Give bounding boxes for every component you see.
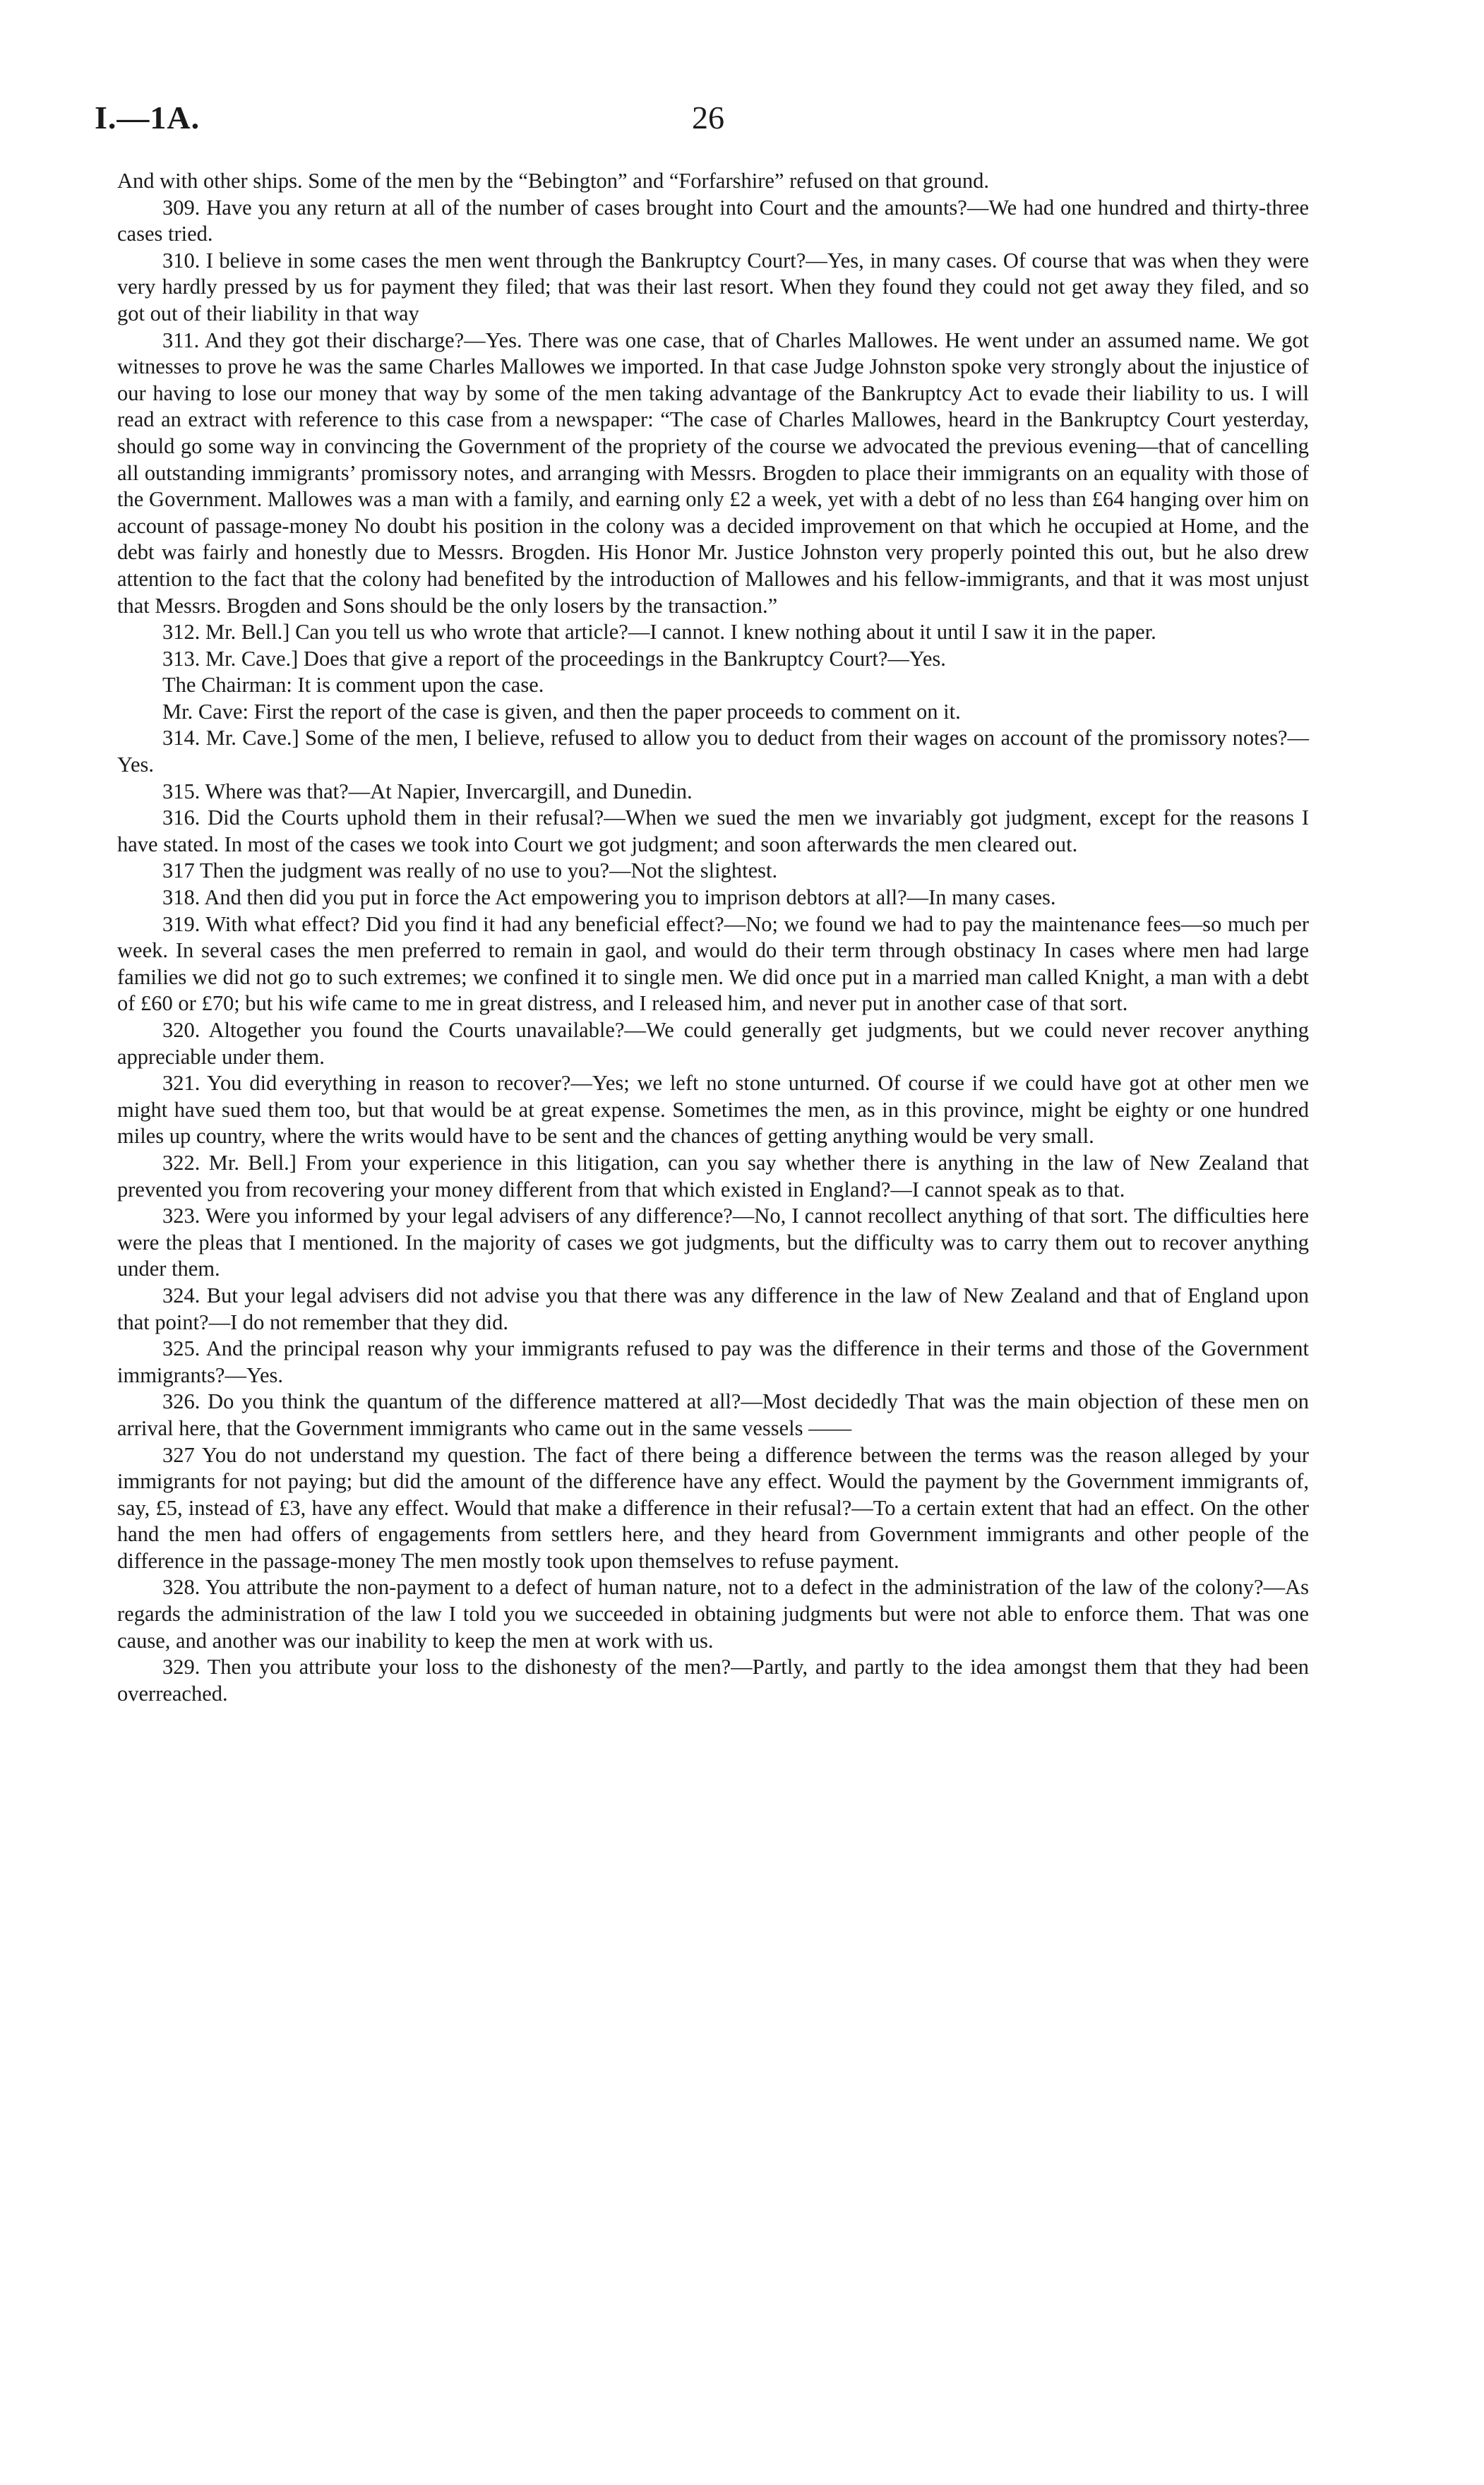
paragraph-q320: 320. Altogether you found the Courts unavailable?—We could generally get judgments, but we could never recover anything appreciable under them.: [117, 1018, 1309, 1069]
paragraph-q312: 312. Mr. Bell.] Can you tell us who wrote that article?—I cannot. I knew nothing about it until I saw it in the paper.: [162, 620, 1156, 645]
paragraph-continuation: And with other ships. Some of the men by the “Bebington” and “Forfarshire” refused on that ground.: [117, 169, 989, 193]
paragraph-q314: 314. Mr. Cave.] Some of the men, I believe, refused to allow you to deduct from their wages on account of the promissory notes?—Yes.: [117, 726, 1309, 777]
paragraph-q326: 326. Do you think the quantum of the difference mattered at all?—Most decidedly That was the main objection of these men on arrival here, that the Government immigrants who came out in the same vessels ——: [117, 1389, 1309, 1440]
paragraph-q317: 317 Then the judgment was really of no use to you?—Not the slightest.: [162, 858, 778, 883]
paragraph-q327: 327 You do not understand my question. The fact of there being a difference between the terms was the reason alleged by your immigrants for not paying; but did the amount of the difference have any effect. Would the payment by the Government immigrants of, say, £5, instead of £3, have any effect. Would that make a difference in their refusal?—To a certain extent that had an effect. On the other hand the men had offers of engagements from settlers here, and they heard from Government immigrants and other people of the difference in the passage-money The men mostly took upon themselves to refuse payment.: [117, 1442, 1309, 1573]
paragraph-q316: 316. Did the Courts uphold them in their refusal?—When we sued the men we invariably got judgment, except for the reasons I have stated. In most of the cases we took into Court we got judgment; and soon afterwards the men cleared out.: [117, 806, 1309, 856]
paragraph-q325: 325. And the principal reason why your immigrants refused to pay was the difference in their terms and those of the Government immigrants?—Yes.: [117, 1336, 1309, 1387]
paragraph-q329: 329. Then you attribute your loss to the dishonesty of the men?—Partly, and partly to the idea amongst them that they had been overreached.: [117, 1655, 1309, 1706]
paragraph-mr-cave: Mr. Cave: First the report of the case is given, and then the paper proceeds to comment on it.: [162, 699, 961, 724]
section-reference: I.—1A.: [95, 100, 201, 136]
paragraph-chairman: The Chairman: It is comment upon the case.: [162, 673, 544, 697]
testimony-text: [117, 168, 1309, 1707]
paragraph-q323: 323. Were you informed by your legal advisers of any difference?—No, I cannot recollect anything of that sort. The difficulties here were the pleas that I mentioned. In the majority of cases we got judgments, but the difficulty was to carry them out to recover anything under them.: [117, 1204, 1309, 1281]
paragraph-q318: 318. And then did you put in force the Act empowering you to imprison debtors at all?—In many cases.: [162, 885, 1056, 910]
paragraph-q322: 322. Mr. Bell.] From your experience in this litigation, can you say whether there is anything in the law of New Zealand that prevented you from recovering your money different from that which existed in England?—I cannot speak as to that.: [117, 1150, 1309, 1202]
paragraph-q315: 315. Where was that?—At Napier, Invercargill, and Dunedin.: [162, 779, 693, 803]
paragraph-q324: 324. But your legal advisers did not advise you that there was any difference in the law of New Zealand and that of England upon that point?—I do not remember that they did.: [117, 1283, 1309, 1334]
paragraph-q311: 311. And they got their discharge?—Yes. There was one case, that of Charles Mallowes. He went under an assumed name. We got witnesses to prove he was the same Charles Mallowes we imported. In that case Judge Johnston spoke very strongly about the injustice of our having to lose our money that way by some of the men taking advantage of the Bankruptcy Act to evade their liability to us. I will read an extract with reference to this case from a newspaper: “The case of Charles Mallowes, heard in the Bankruptcy Court yesterday, should go some way in convincing the Government of the propriety of the course we advocated the previous evening—that of cancelling all outstanding immigrants’ promissory notes, and arranging with Messrs. Brogden to place their immigrants on an equality with those of the Government. Mallowes was a man with a family, and earning only £2 a week, yet with a debt of no less than £64 hanging over him on account of passage-money No doubt his position in the colony was a decided improvement on that which he occupied at Home, and the debt was fairly and honestly due to Messrs. Brogden. His Honor Mr. Justice Johnston very properly pointed this out, but he also drew attention to the fact that the colony had benefited by the introduction of Mallowes and his fellow-immigrants, and that it was most unjust that Messrs. Brogden and Sons should be the only losers by the transaction.”: [117, 328, 1309, 618]
paragraph-q313: 313. Mr. Cave.] Does that give a report of the proceedings in the Bankruptcy Court?—Yes.: [162, 646, 946, 671]
paragraph-q321: 321. You did everything in reason to recover?—Yes; we left no stone unturned. Of course if we could have got at other men we might have sued them too, but that would be at great expense. Sometimes the men, as in this province, might be eighty or one hundred miles up country, where the writs would have to be sent and the chances of getting anything would be very small.: [117, 1071, 1309, 1149]
paragraph-q309: 309. Have you any return at all of the number of cases brought into Court and the amounts?—We had one hundred and thirty-three cases tried.: [117, 195, 1309, 246]
page-number: 26: [692, 100, 724, 136]
paragraph-q319: 319. With what effect? Did you find it had any beneficial effect?—No; we found we had to pay the maintenance fees—so much per week. In several cases the men preferred to remain in gaol, and would do their term through obstinacy In cases where men had large families we did not go to such extremes; we confined it to single men. We did once put in a married man called Knight, a man with a debt of £60 or £70; but his wife came to me in great distress, and I released him, and never put in another case of that sort.: [117, 911, 1309, 1016]
paragraph-q328: 328. You attribute the non-payment to a defect of human nature, not to a defect in the administration of the law of the colony?—As regards the administration of the law I told you we succeeded in obtaining judgments but were not able to enforce them. That was one cause, and another was our inability to keep the men at work with us.: [117, 1575, 1309, 1653]
paragraph-q310: 310. I believe in some cases the men went through the Bankruptcy Court?—Yes, in many cases. Of course that was when they were very hardly pressed by us for payment they filed; that was their last resort. When they found they could not get away they filed, and so got out of their liability in that way: [117, 248, 1309, 325]
